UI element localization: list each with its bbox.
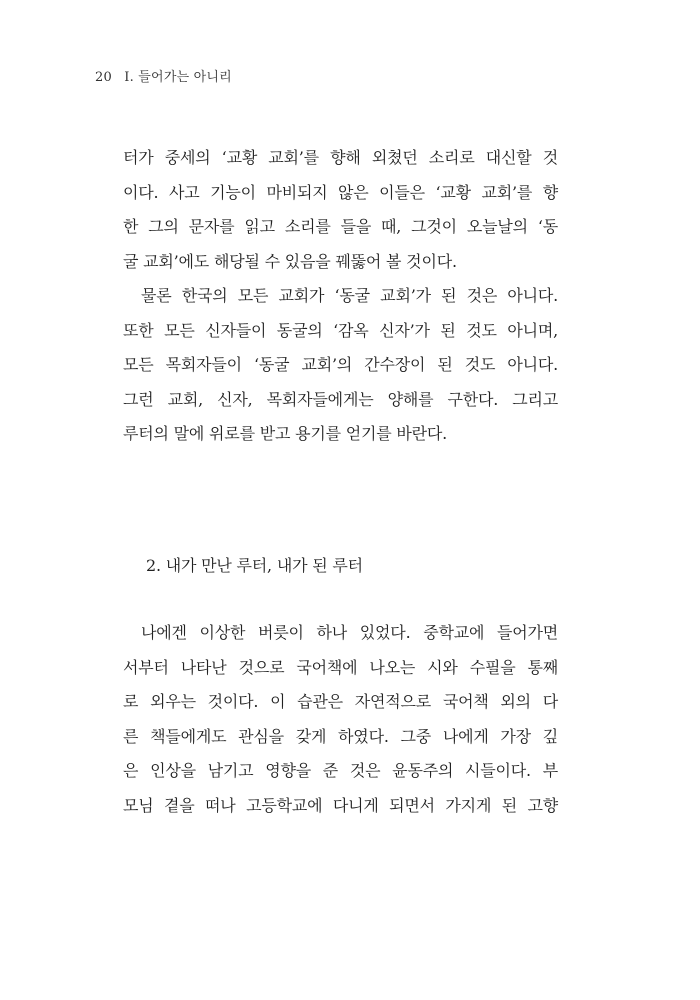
text-line: 물론 한국의 모든 교회가 ‘동굴 교회’가 된 것은 아니다.	[141, 286, 558, 305]
text-line: 또한 모든 신자들이 동굴의 ‘감옥 신자’가 된 것도 아니며,	[123, 320, 558, 340]
text-block-upper	[123, 141, 558, 452]
text-line: 이다. 사고 기능이 마비되지 않은 이들은 ‘교황 교회’를 향	[123, 182, 558, 202]
text-line: 로 외우는 것이다. 이 습관은 자연적으로 국어책 외의 다	[123, 692, 558, 711]
paragraph	[123, 616, 558, 823]
text-line: 그런 교회, 신자, 목회자들에게는 양해를 구한다. 그리고	[123, 389, 558, 409]
paragraph	[123, 279, 558, 452]
text-line: 터가 중세의 ‘교황 교회’를 향해 외쳤던 소리로 대신할 것	[123, 148, 558, 167]
running-head	[95, 66, 232, 85]
section-heading: 2. 내가 만난 루터, 내가 된 루터	[146, 556, 363, 575]
page-number: 20	[95, 70, 112, 85]
text-line: 은 인상을 남기고 영향을 준 것은 윤동주의 시들이다. 부	[123, 761, 558, 780]
text-line: 한 그의 문자를 읽고 소리를 들을 때, 그것이 오늘날의 ‘동	[123, 217, 558, 236]
text-line: 른 책들에게도 관심을 갖게 하였다. 그중 나에게 가장 깊	[123, 726, 558, 746]
text-line: 서부터 나타난 것으로 국어책에 나오는 시와 수필을 통째	[123, 657, 558, 677]
paragraph	[123, 141, 558, 279]
text-line: 굴 교회’에도 해당될 수 있음을 꿰뚫어 볼 것이다.	[123, 251, 457, 271]
text-line: 모님 곁을 떠나 고등학교에 다니게 되면서 가지게 된 고향	[123, 795, 558, 815]
text-line: 모든 목회자들이 ‘동굴 교회’의 간수장이 된 것도 아니다.	[123, 355, 558, 374]
text-line: 루터의 말에 위로를 받고 용기를 얻기를 바란다.	[123, 424, 448, 443]
text-block-lower	[123, 616, 558, 823]
text-line: 나에겐 이상한 버릇이 하나 있었다. 중학교에 들어가면	[141, 623, 558, 642]
chapter-title: I. 들어가는 아니리	[124, 70, 232, 85]
